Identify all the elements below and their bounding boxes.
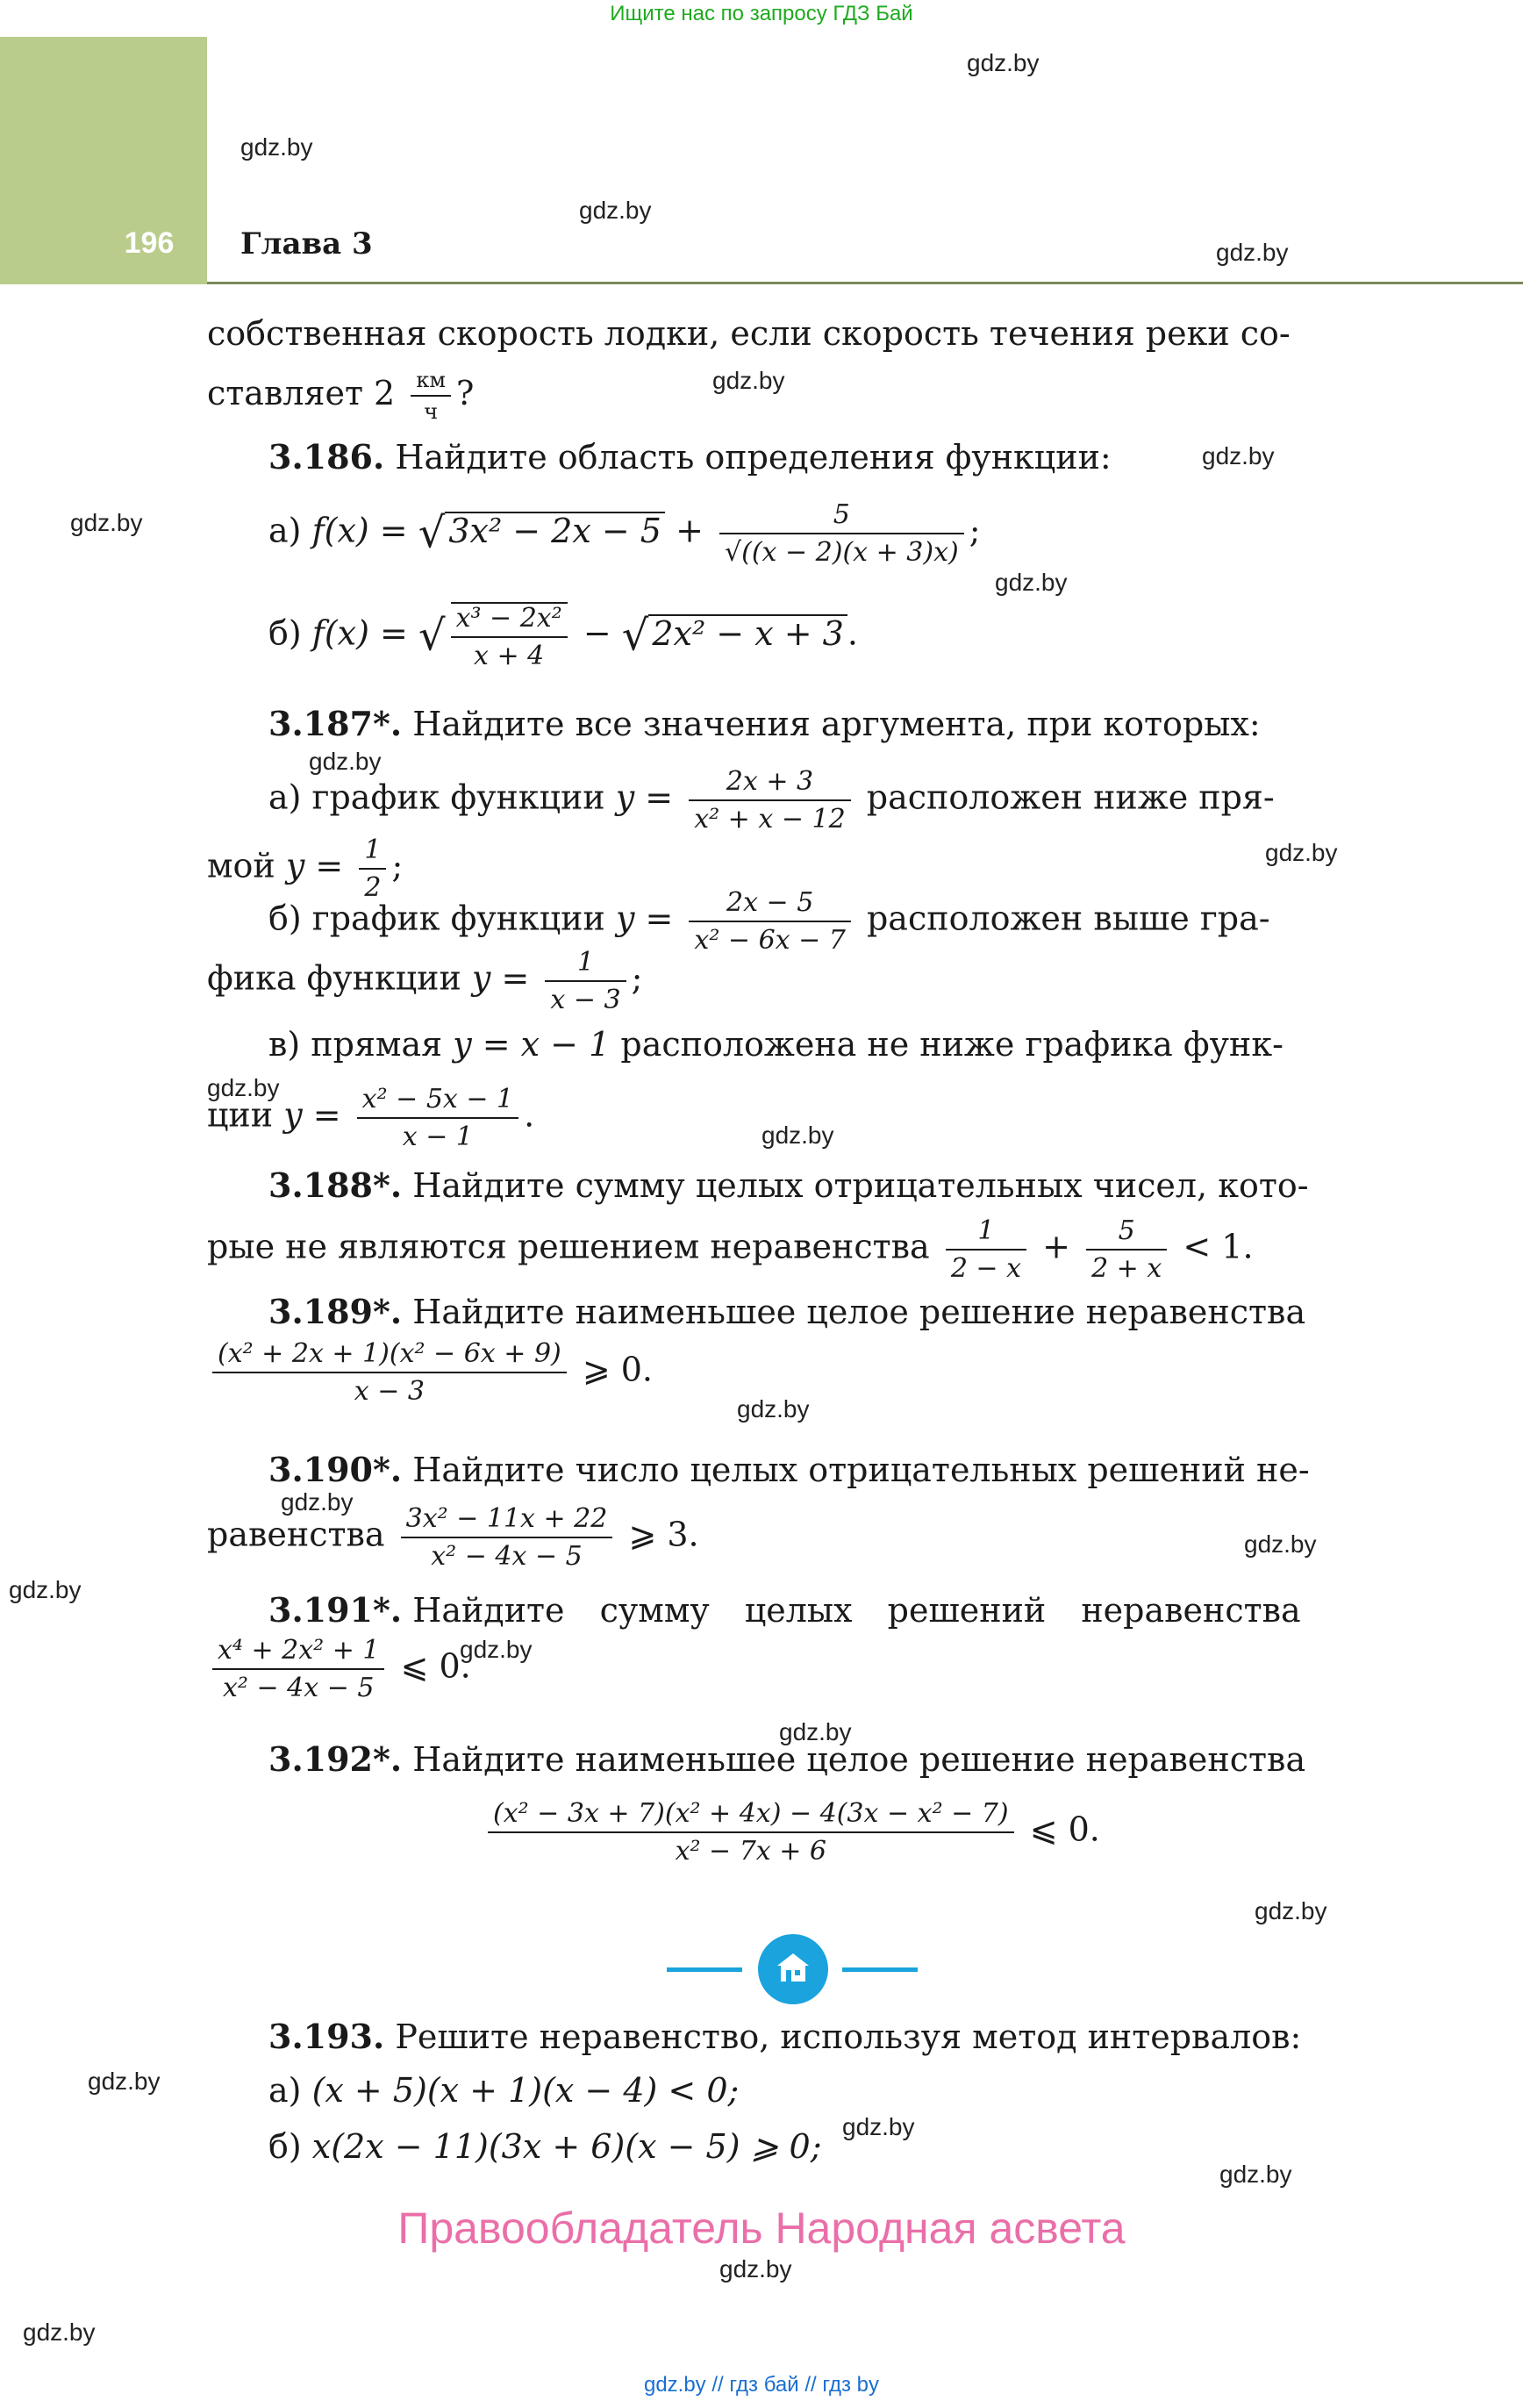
formula-lhs: f(x) = <box>311 511 408 550</box>
problem-3-191-formula <box>207 1636 471 1702</box>
bottom-links[interactable]: gdz.by // гдз бай // гдз by <box>643 2373 880 2397</box>
watermark: gdz.by <box>88 2068 161 2095</box>
fraction <box>1086 1216 1167 1283</box>
fraction-numerator: (x² + 2x + 1)(x² − 6x + 9) <box>212 1339 567 1373</box>
fraction-denominator: 2 − x <box>950 1253 1022 1284</box>
fraction-numerator: 5 <box>719 500 964 534</box>
sqrt-symbol: √ <box>418 508 446 558</box>
formula-lhs: y = <box>615 778 674 817</box>
problem-3-190-cont <box>207 1504 699 1571</box>
unit-fraction <box>411 369 451 424</box>
watermark: gdz.by <box>995 569 1068 596</box>
watermark: gdz.by <box>579 197 652 224</box>
top-banner[interactable]: Ищите нас по запросу ГДЗ Бай <box>610 2 913 25</box>
home-icon <box>758 1934 828 2004</box>
formula-rhs: ⩽ 0. <box>1029 1810 1100 1849</box>
punctuation: . <box>847 613 858 653</box>
page-number: 196 <box>124 226 175 260</box>
text-fragment: ции <box>207 1095 274 1135</box>
problem-3-187 <box>268 706 1261 743</box>
problem-number: 3.191*. <box>268 1590 403 1630</box>
watermark: gdz.by <box>281 1488 354 1516</box>
problem-number: 3.192*. <box>268 1739 403 1779</box>
problem-3-187-c <box>268 1027 1283 1064</box>
watermark: gdz.by <box>842 2113 915 2140</box>
punctuation: ; <box>969 511 981 550</box>
home-icon-glyph <box>774 1948 812 1987</box>
problem-number: 3.193. <box>268 2017 385 2056</box>
formula-lhs: f(x) = <box>311 613 408 653</box>
text-fragment: равенства <box>207 1515 385 1554</box>
fraction-numerator: 1 <box>545 948 626 982</box>
fraction <box>689 888 850 955</box>
watermark: gdz.by <box>779 1718 852 1745</box>
problem-statement: Найдите сумму целых решений неравенства <box>412 1591 1301 1630</box>
operator: + <box>676 511 704 550</box>
problem-statement: Найдите наименьшее целое решение неравенства <box>412 1740 1306 1779</box>
fraction-denominator: x² − 4x − 5 <box>431 1541 583 1572</box>
formula: (x + 5)(x + 1)(x − 4) < 0; <box>311 2071 740 2110</box>
fraction-denominator: √((x − 2)(x + 3)x) <box>725 537 959 568</box>
fraction-numerator: 5 <box>1086 1216 1167 1251</box>
fraction <box>401 1504 613 1571</box>
problem-statement: Найдите область определения функции: <box>395 438 1112 477</box>
text-fragment: ставляет 2 <box>207 373 396 412</box>
fraction-numerator: 2x + 3 <box>689 767 850 801</box>
text-fragment: мой <box>207 846 275 885</box>
formula-rhs: ⩽ 0. <box>400 1646 471 1686</box>
fraction <box>488 1799 1014 1866</box>
watermark: gdz.by <box>70 509 143 536</box>
text-line: собственная скорость лодки, если скорость течения реки со- <box>207 314 1291 353</box>
problem-3-187-b <box>268 888 1270 955</box>
fraction-numerator: x² − 5x − 1 <box>357 1085 518 1119</box>
problem-3-187-c-cont <box>207 1085 534 1151</box>
formula-rhs: ⩾ 0. <box>582 1350 654 1389</box>
formula-lhs: y = <box>283 1095 341 1135</box>
fraction-denominator: x² − 6x − 7 <box>694 925 846 956</box>
watermark: gdz.by <box>207 1074 280 1101</box>
fraction <box>719 500 964 567</box>
problem-3-186-b <box>268 602 858 670</box>
separator-line <box>667 1967 742 1972</box>
formula: x(2x − 11)(3x + 6)(x − 5) ⩾ 0; <box>311 2127 822 2166</box>
formula-lhs: y = <box>471 958 530 998</box>
punctuation: ; <box>631 958 643 998</box>
sqrt-symbol: √ <box>621 611 649 661</box>
fraction-numerator: x⁴ + 2x² + 1 <box>212 1636 384 1670</box>
text-fragment: ? <box>456 373 475 412</box>
problem-statement: Решите неравенство, используя метод интервалов: <box>395 2017 1302 2056</box>
fraction-denominator: x − 3 <box>354 1376 425 1407</box>
problem-3-193 <box>268 2018 1301 2056</box>
watermark: gdz.by <box>1244 1530 1317 1558</box>
watermark: gdz.by <box>240 133 313 161</box>
operator: − <box>583 613 611 653</box>
fraction-denominator: 2 <box>364 872 382 903</box>
watermark: gdz.by <box>967 49 1040 76</box>
fraction-numerator: 2x − 5 <box>689 888 850 922</box>
problem-3-187-b-cont <box>207 948 642 1014</box>
problem-3-188 <box>268 1167 1309 1205</box>
radicand: 3x² − 2x − 5 <box>445 512 665 550</box>
fraction <box>946 1216 1026 1283</box>
problem-3-193-b <box>268 2129 822 2166</box>
watermark: gdz.by <box>23 2318 96 2346</box>
problem-3-189 <box>268 1294 1305 1331</box>
problem-3-192 <box>268 1741 1305 1779</box>
watermark: gdz.by <box>712 367 785 394</box>
problem-3-187-a <box>268 767 1275 834</box>
problem-number: 3.186. <box>268 437 385 477</box>
watermark: gdz.by <box>737 1395 810 1423</box>
text-fragment: а) график функции <box>268 778 605 817</box>
copyright-notice: Правообладатель Народная асвета <box>397 2204 1126 2253</box>
watermark: gdz.by <box>719 2255 792 2283</box>
text-fragment: рые не являются решением неравенства <box>207 1227 930 1266</box>
problem-3-191 <box>268 1592 1301 1630</box>
separator-line <box>842 1967 918 1972</box>
problem-3-186-a <box>268 500 981 567</box>
fraction-denominator: ч <box>424 399 439 425</box>
problem-3-189-formula <box>207 1339 653 1406</box>
formula-lhs: y = <box>285 846 344 885</box>
punctuation: . <box>524 1095 535 1135</box>
text-fragment: расположен выше гра- <box>866 899 1270 938</box>
watermark: gdz.by <box>1219 2161 1292 2188</box>
fraction-numerator: x³ − 2x² <box>451 604 568 638</box>
sqrt-symbol: √ <box>418 611 446 661</box>
fraction-numerator: 1 <box>359 835 386 870</box>
item-label: б) <box>268 613 302 653</box>
problem-3-190 <box>268 1451 1310 1489</box>
problem-statement: Найдите число целых отрицательных решений не- <box>412 1451 1310 1489</box>
item-label: а) <box>268 511 302 550</box>
text-fragment: расположена не ниже графика функ- <box>620 1025 1283 1064</box>
fraction-denominator: x² − 7x + 6 <box>675 1836 827 1867</box>
text-line <box>207 369 474 424</box>
fraction-denominator: 2 + x <box>1091 1253 1162 1284</box>
watermark: gdz.by <box>1265 839 1338 866</box>
fraction-denominator: x + 4 <box>474 641 545 671</box>
text-fragment: б) график функции <box>268 899 605 938</box>
fraction-denominator: x² − 4x − 5 <box>223 1673 375 1703</box>
item-label: б) <box>268 2127 302 2166</box>
fraction <box>545 948 626 1014</box>
watermark: gdz.by <box>1255 1897 1327 1924</box>
fraction <box>212 1339 567 1406</box>
fraction <box>451 602 568 670</box>
watermark: gdz.by <box>762 1122 834 1149</box>
problem-3-186 <box>268 439 1112 477</box>
problem-statement: Найдите наименьшее целое решение неравенства <box>412 1293 1306 1331</box>
formula-rhs: < 1. <box>1183 1227 1254 1266</box>
problem-number: 3.190*. <box>268 1450 403 1489</box>
problem-number: 3.188*. <box>268 1165 403 1205</box>
watermark: gdz.by <box>460 1636 533 1663</box>
header-rule <box>207 282 1523 284</box>
watermark: gdz.by <box>1216 239 1289 266</box>
item-label: а) <box>268 2071 302 2110</box>
fraction-numerator: (x² − 3x + 7)(x² + 4x) − 4(3x − x² − 7) <box>488 1799 1014 1833</box>
fraction-denominator: x − 1 <box>402 1122 474 1152</box>
text-fragment: расположен ниже пря- <box>866 778 1275 817</box>
watermark: gdz.by <box>1202 442 1275 469</box>
fraction <box>689 767 850 834</box>
fraction <box>212 1636 384 1702</box>
punctuation: ; <box>391 846 404 885</box>
problem-number: 3.189*. <box>268 1292 403 1331</box>
problem-number: 3.187*. <box>268 704 403 743</box>
problem-3-193-a <box>268 2073 739 2110</box>
watermark: gdz.by <box>309 748 382 775</box>
fraction-numerator: 1 <box>946 1216 1026 1251</box>
chapter-title: Глава 3 <box>240 226 373 262</box>
operator: + <box>1042 1227 1070 1266</box>
problem-statement: Найдите все значения аргумента, при которых: <box>412 705 1261 743</box>
text-fragment: в) прямая <box>268 1025 443 1064</box>
fraction <box>357 1085 518 1151</box>
radicand: 2x² − x + 3 <box>648 614 847 653</box>
formula: y = x − 1 <box>453 1025 611 1064</box>
fraction-denominator: x² + x − 12 <box>694 804 846 835</box>
problem-3-188-cont <box>207 1216 1254 1283</box>
text-fragment: фика функции <box>207 958 461 998</box>
watermark: gdz.by <box>9 1576 82 1603</box>
problem-3-192-formula <box>483 1799 1100 1866</box>
fraction-numerator: 3x² − 11x + 22 <box>401 1504 613 1538</box>
fraction-denominator: x − 3 <box>550 985 621 1015</box>
formula-rhs: ⩾ 3. <box>628 1515 699 1554</box>
problem-statement: Найдите сумму целых отрицательных чисел, кото- <box>412 1166 1309 1205</box>
fraction-numerator: км <box>411 369 451 397</box>
formula-lhs: y = <box>615 899 674 938</box>
